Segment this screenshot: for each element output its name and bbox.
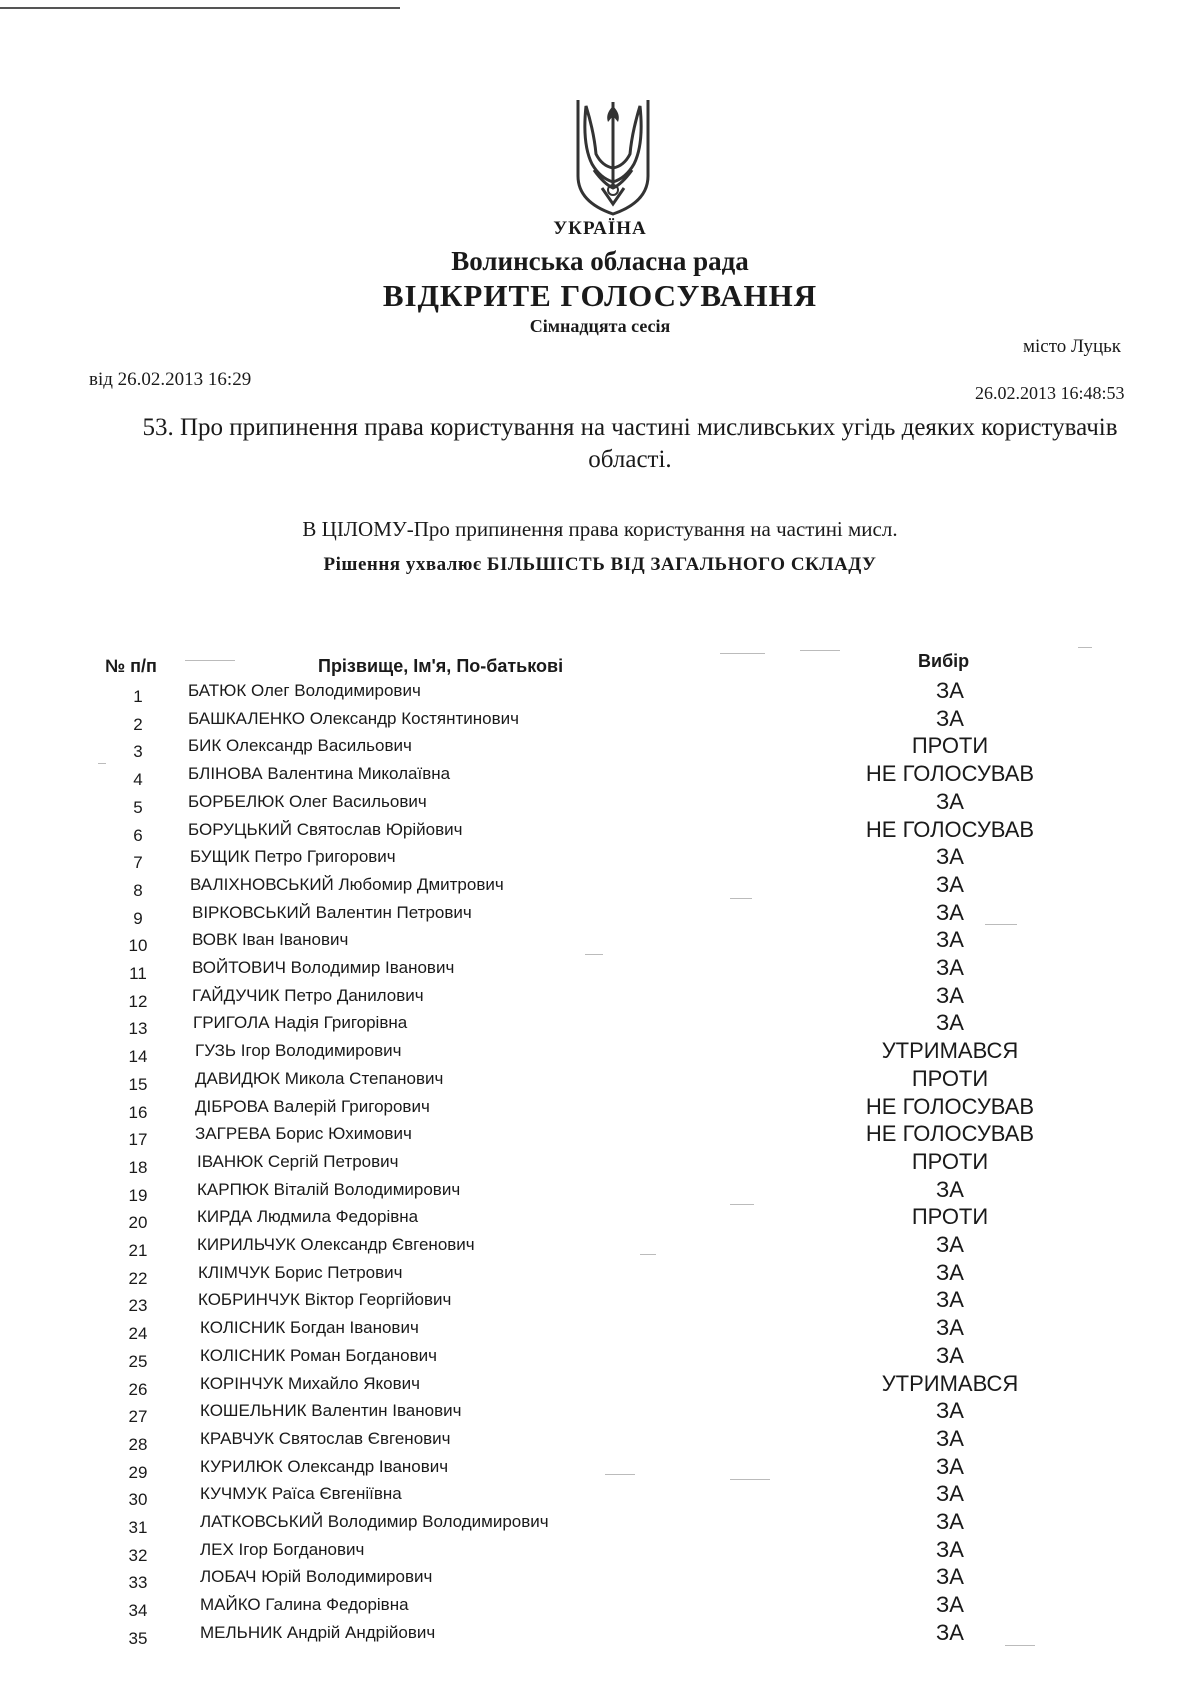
row-number: 10 [128, 936, 148, 956]
deputy-name: КИРДА Людмила Федорівна [197, 1207, 419, 1227]
deputy-name: ДАВИДЮК Микола Степанович [195, 1068, 444, 1088]
vote-type-title: ВІДКРИТЕ ГОЛОСУВАННЯ [382, 278, 818, 313]
coat-of-arms-icon [572, 92, 654, 218]
vote-choice: ЗА [936, 1010, 964, 1036]
vote-subject: В ЦІЛОМУ-Про припинення права користування на частині мисл. [302, 517, 898, 541]
deputy-name: БУЩИК Петро Григорович [190, 847, 396, 867]
table-row [0, 1148, 1200, 1179]
vote-choice: НЕ ГОЛОСУВАВ [865, 816, 1035, 842]
vote-choice: НЕ ГОЛОСУВАВ [865, 1121, 1035, 1147]
deputy-name: БОРУЦЬКИЙ Святослав Юрійович [188, 819, 463, 839]
country-title: УКРАЇНА [553, 218, 647, 239]
row-number: 12 [128, 991, 148, 1011]
row-number: 28 [128, 1434, 148, 1454]
vote-choice: ЗА [936, 899, 964, 925]
deputy-name: БАТЮК Олег Володимирович [188, 681, 421, 700]
vote-choice: УТРИМАВСЯ [881, 1370, 1019, 1396]
deputy-name: КОЛІСНИК Роман Богданович [200, 1345, 437, 1365]
row-number: 5 [133, 797, 143, 817]
table-row [0, 1010, 1200, 1040]
deputy-name: ВОВК Іван Іванович [192, 930, 349, 950]
table-row [0, 1592, 1200, 1622]
vote-choice: ЗА [936, 788, 964, 814]
vote-choice: ЗА [936, 927, 964, 953]
table-row [0, 1287, 1200, 1317]
table-row [0, 1564, 1200, 1594]
vote-choice: ЗА [936, 1536, 964, 1562]
row-number: 24 [128, 1324, 148, 1344]
deputy-name: ВІРКОВСЬКИЙ Валентин Петрович [192, 902, 472, 922]
deputy-name: БЛІНОВА Валентина Миколаївна [188, 764, 451, 784]
table-row [0, 1176, 1200, 1207]
deputy-name: КОРІНЧУК Михайло Якович [200, 1373, 420, 1393]
table-row [0, 1232, 1200, 1262]
row-number: 30 [128, 1490, 148, 1510]
table-row [0, 1536, 1200, 1567]
deputy-name: ВОЙТОВИЧ Володимир Іванович [192, 958, 455, 977]
deputy-name: МАЙКО Галина Федорівна [200, 1595, 409, 1615]
row-number: 22 [128, 1268, 148, 1288]
city-label: місто Луцьк [1023, 336, 1122, 357]
scan-speck [730, 898, 752, 899]
row-number: 18 [128, 1157, 148, 1177]
vote-choice: ЗА [936, 955, 964, 980]
deputy-name: ЛОБАЧ Юрій Володимирович [200, 1567, 433, 1587]
vote-choice: ПРОТИ [911, 1148, 989, 1174]
timestamp: 26.02.2013 16:48:53 [975, 383, 1125, 403]
council-name: Волинська обласна рада [451, 246, 749, 276]
table-row [0, 1093, 1200, 1124]
scan-speck [1005, 1645, 1035, 1646]
table-row [0, 1509, 1200, 1539]
row-number: 11 [129, 964, 147, 983]
row-number: 21 [128, 1241, 148, 1260]
deputy-name: ЛЕХ Ігор Богданович [200, 1539, 365, 1559]
row-number: 17 [128, 1130, 148, 1150]
row-number: 23 [128, 1296, 148, 1316]
row-number: 31 [128, 1518, 148, 1537]
deputy-name: КУРИЛЮК Олександр Іванович [200, 1456, 449, 1476]
vote-choice: ПРОТИ [911, 733, 989, 759]
scan-speck [98, 763, 106, 764]
table-row [0, 1370, 1200, 1401]
scan-speck [640, 1254, 656, 1255]
deputy-name: КАРПЮК Віталій Володимирович [197, 1179, 461, 1199]
deputy-name: БОРБЕЛЮК Олег Васильович [188, 791, 427, 811]
vote-choice: ЗА [936, 1619, 964, 1645]
deputy-name: ДІБРОВА Валерій Григорович [195, 1096, 430, 1116]
vote-choice: ПРОТИ [911, 1204, 989, 1230]
deputy-name: ГАЙДУЧИК Петро Данилович [192, 985, 424, 1005]
table-row [0, 1315, 1200, 1345]
table-row [0, 1481, 1200, 1511]
scan-speck [720, 653, 765, 654]
scan-speck [730, 1479, 770, 1480]
table-row [0, 1453, 1200, 1484]
vote-choice: ЗА [936, 1287, 964, 1313]
row-number: 14 [128, 1047, 148, 1067]
deputy-name: КЛІМЧУК Борис Петрович [198, 1262, 403, 1282]
row-number: 3 [133, 742, 143, 762]
deputy-name: КИРИЛЬЧУК Олександр Євгенович [197, 1235, 475, 1254]
row-number: 4 [133, 770, 143, 790]
row-number: 33 [128, 1573, 148, 1593]
vote-choice: ЗА [936, 1481, 964, 1507]
row-number: 20 [128, 1213, 148, 1233]
table-row [0, 816, 1200, 847]
deputy-name: ІВАНЮК Сергій Петрович [197, 1151, 399, 1171]
vote-choice: ЗА [936, 844, 964, 870]
vote-choice: ЗА [936, 1342, 964, 1368]
table-row [0, 871, 1200, 902]
decision-rule: Рішення ухвалює БІЛЬШІСТЬ ВІД ЗАГАЛЬНОГО СКЛАДУ [323, 554, 877, 575]
vote-choice: НЕ ГОЛОСУВАВ [865, 1093, 1035, 1119]
table-row [0, 1121, 1200, 1151]
row-number: 2 [133, 714, 143, 734]
deputy-name: ГУЗЬ Ігор Володимирович [195, 1041, 402, 1061]
scan-speck [1078, 647, 1092, 648]
table-row [0, 1398, 1200, 1428]
row-number: 26 [128, 1379, 148, 1399]
session-name: Сімнадцята сесія [529, 316, 671, 336]
row-number: 32 [128, 1545, 148, 1565]
row-number: 19 [128, 1185, 148, 1205]
row-number: 13 [128, 1019, 148, 1039]
row-number: 34 [128, 1601, 148, 1621]
vote-choice: ЗА [936, 1176, 964, 1202]
scan-speck [985, 924, 1017, 925]
vote-choice: ЗА [936, 1509, 964, 1534]
row-number: 35 [128, 1628, 148, 1648]
deputy-name: КРАВЧУК Святослав Євгенович [200, 1428, 451, 1448]
table-row [0, 1065, 1200, 1096]
deputy-name: ГРИГОЛА Надія Григорівна [193, 1013, 408, 1033]
scan-speck [585, 954, 603, 955]
table-row [0, 982, 1200, 1013]
table-row [0, 678, 1200, 708]
vote-choice: ЗА [936, 1232, 964, 1257]
scan-speck [800, 650, 840, 651]
column-header-choice: Вибір [918, 651, 970, 671]
column-header-number: № п/п [105, 656, 157, 676]
vote-choice: УТРИМАВСЯ [881, 1038, 1019, 1064]
deputy-name: БИК Олександр Васильович [188, 736, 412, 756]
deputy-name: КУЧМУК Раїса Євгеніївна [200, 1484, 402, 1504]
deputy-name: КОБРИНЧУК Віктор Георгійович [198, 1290, 452, 1310]
column-header-name: Прізвище, Ім'я, По-батькові [318, 656, 564, 676]
agenda-item: 53. Про припинення права користування на частині мисливських угідь деяких користувачів області. [142, 414, 1118, 473]
deputy-name: КОШЕЛЬНИК Валентин Іванович [200, 1401, 462, 1421]
row-number: 9 [133, 908, 143, 928]
vote-choice: ЗА [936, 1592, 964, 1618]
row-number: 7 [133, 853, 143, 873]
table-row [0, 1425, 1200, 1456]
deputy-name: ЗАГРЕВА Борис Юхимович [195, 1124, 412, 1144]
scan-speck [730, 1204, 754, 1205]
row-number: 1 [133, 687, 143, 706]
row-number: 16 [128, 1102, 148, 1122]
row-number: 8 [133, 880, 143, 900]
vote-choice: ПРОТИ [911, 1065, 989, 1091]
row-number: 6 [133, 825, 143, 845]
table-row [0, 844, 1200, 874]
deputy-name: КОЛІСНИК Богдан Іванович [200, 1318, 419, 1338]
vote-choice: ЗА [936, 1398, 964, 1424]
row-number: 15 [128, 1074, 148, 1094]
vote-choice: ЗА [936, 1259, 964, 1285]
vote-choice: ЗА [936, 1315, 964, 1341]
row-number: 25 [128, 1351, 148, 1371]
vote-choice: ЗА [936, 871, 964, 897]
scan-speck [605, 1474, 635, 1475]
deputy-name: ВАЛІХНОВСЬКИЙ Любомир Дмитрович [190, 874, 504, 894]
table-row [0, 705, 1200, 736]
date-from: від 26.02.2013 16:29 [89, 369, 252, 390]
table-row [0, 761, 1200, 791]
scan-speck [185, 660, 235, 661]
deputy-name: МЕЛЬНИК Андрій Андрійович [200, 1622, 436, 1642]
table-row [0, 1342, 1200, 1373]
table-row [0, 899, 1200, 930]
vote-choice: ЗА [936, 1564, 964, 1590]
vote-choice: ЗА [936, 1453, 964, 1479]
vote-choice: ЗА [936, 678, 964, 703]
vote-choice: ЗА [936, 705, 964, 731]
vote-choice: ЗА [936, 982, 964, 1008]
deputy-name: ЛАТКОВСЬКИЙ Володимир Володимирович [200, 1512, 549, 1531]
top-rule [0, 7, 400, 9]
table-row [0, 733, 1200, 763]
deputy-name: БАШКАЛЕНКО Олександр Костянтинович [188, 708, 519, 728]
table-row [0, 1038, 1200, 1068]
table-row [0, 1259, 1200, 1290]
table-row [0, 788, 1200, 819]
vote-choice: НЕ ГОЛОСУВАВ [865, 761, 1035, 787]
vote-choice: ЗА [936, 1425, 964, 1451]
table-row [0, 955, 1200, 985]
row-number: 29 [128, 1462, 148, 1482]
row-number: 27 [128, 1407, 148, 1427]
table-row [0, 1204, 1200, 1234]
